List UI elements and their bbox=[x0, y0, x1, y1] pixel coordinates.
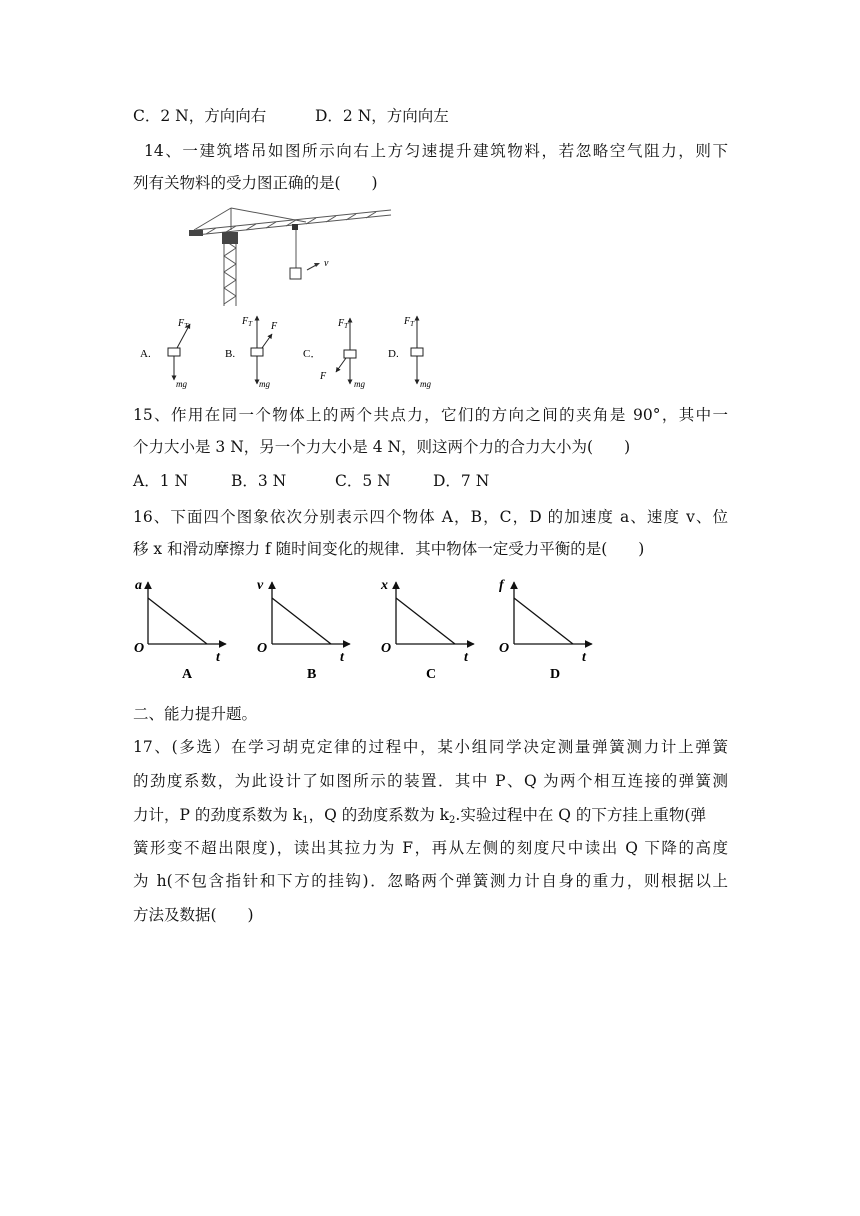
graph-b-caption: B bbox=[307, 667, 317, 682]
q14-text-line1: 14、一建筑塔吊如图所示向右上方匀速提升建筑物料，若忽略空气阻力，则下 bbox=[144, 142, 728, 160]
graph-c-origin: O bbox=[381, 641, 392, 656]
force-diagram-d bbox=[388, 316, 431, 389]
diagram-b-ft: $F_T$ bbox=[242, 316, 253, 328]
q16-text-line1: 16、下面四个图象依次分别表示四个物体 A，B，C，D 的加速度 a、速度 v、位 bbox=[133, 508, 728, 526]
graph-a-origin: O bbox=[134, 641, 145, 656]
diagram-d-letter: D. bbox=[388, 348, 399, 360]
motion-graphs bbox=[130, 572, 600, 684]
graph-b-x-label: t bbox=[340, 650, 344, 665]
q15-option-d: D．7 N bbox=[433, 472, 490, 490]
velocity-label: v bbox=[324, 258, 329, 269]
graph-b-origin: O bbox=[257, 641, 268, 656]
graph-c-y-label: x bbox=[381, 578, 388, 593]
force-diagram-a bbox=[140, 318, 190, 389]
diagram-c-mg: mg bbox=[354, 379, 365, 389]
q15-option-a: A．1 N bbox=[133, 472, 189, 490]
diagram-c-letter: C． bbox=[303, 348, 322, 360]
crane-figure bbox=[186, 206, 396, 308]
graph-d-x-label: t bbox=[582, 650, 586, 665]
q13-option-d: D．2 N，方向向左 bbox=[315, 107, 449, 125]
force-diagram-b bbox=[225, 316, 278, 389]
graph-b-y-label: v bbox=[257, 578, 264, 593]
q15-text-line2: 个力大小是 3 N，另一个力大小是 4 N，则这两个力的合力大小为( ) bbox=[133, 438, 631, 456]
section2-heading: 二、能力提升题。 bbox=[133, 705, 258, 723]
graph-d-origin: O bbox=[499, 641, 510, 656]
q17-text-line1: 17、(多选）在学习胡克定律的过程中，某小组同学决定测量弹簧测力计上弹簧 bbox=[133, 738, 728, 756]
graph-d-caption: D bbox=[550, 667, 561, 682]
q16-text-line2: 移 x 和滑动摩擦力 f 随时间变化的规律．其中物体一定受力平衡的是( ) bbox=[133, 540, 645, 558]
graph-c bbox=[380, 578, 474, 682]
graph-d-y-label: f bbox=[499, 578, 504, 593]
diagram-b-letter: B. bbox=[225, 348, 236, 360]
q17-text-line3: 力计，P 的劲度系数为 $k_1$，Q 的劲度系数为 $k_2$.实验过程中在 Q 的下方挂上重物(弹 bbox=[133, 806, 706, 826]
graph-d bbox=[499, 578, 592, 682]
graph-c-caption: C bbox=[426, 667, 437, 682]
diagram-c-ft: $F_T$ bbox=[338, 318, 349, 330]
graph-a-y-label: a bbox=[135, 578, 142, 593]
graph-a-x-label: t bbox=[216, 650, 220, 665]
diagram-b-f: F bbox=[271, 321, 278, 332]
diagram-d-mg: mg bbox=[420, 379, 431, 389]
force-diagram-c bbox=[303, 318, 365, 389]
q15-option-c: C．5 N bbox=[335, 472, 391, 490]
diagram-a-mg: mg bbox=[176, 379, 187, 389]
graph-a bbox=[134, 578, 226, 682]
graph-a-caption: A bbox=[182, 667, 193, 682]
diagram-d-ft: $F_T$ bbox=[404, 316, 415, 328]
diagram-b-mg: mg bbox=[259, 379, 270, 389]
diagram-c-f: F bbox=[320, 371, 327, 382]
graph-c-x-label: t bbox=[464, 650, 468, 665]
graph-b bbox=[257, 578, 350, 682]
q17-text-line5: 为 h(不包含指针和下方的挂钩)．忽略两个弹簧测力计自身的重力，则根据以上 bbox=[133, 872, 728, 890]
q17-text-line4: 簧形变不超出限度)，读出其拉力为 F，再从左侧的刻度尺中读出 Q 下降的高度 bbox=[133, 839, 728, 857]
diagram-a-ft: $F_T$ bbox=[178, 318, 189, 330]
q13-option-c: C．2 N，方向向右 bbox=[133, 107, 267, 125]
q15-option-b: B．3 N bbox=[231, 472, 287, 490]
q17-text-line2: 的劲度系数，为此设计了如图所示的装置．其中 P、Q 为两个相互连接的弹簧测 bbox=[133, 772, 728, 790]
diagram-a-letter: A. bbox=[140, 348, 151, 360]
q14-text-line2: 列有关物料的受力图正确的是( ) bbox=[133, 174, 378, 192]
q17-text-line6: 方法及数据( ) bbox=[133, 906, 254, 924]
q15-text-line1: 15、作用在同一个物体上的两个共点力，它们的方向之间的夹角是 90°，其中一 bbox=[133, 406, 728, 424]
force-diagrams bbox=[134, 312, 444, 390]
